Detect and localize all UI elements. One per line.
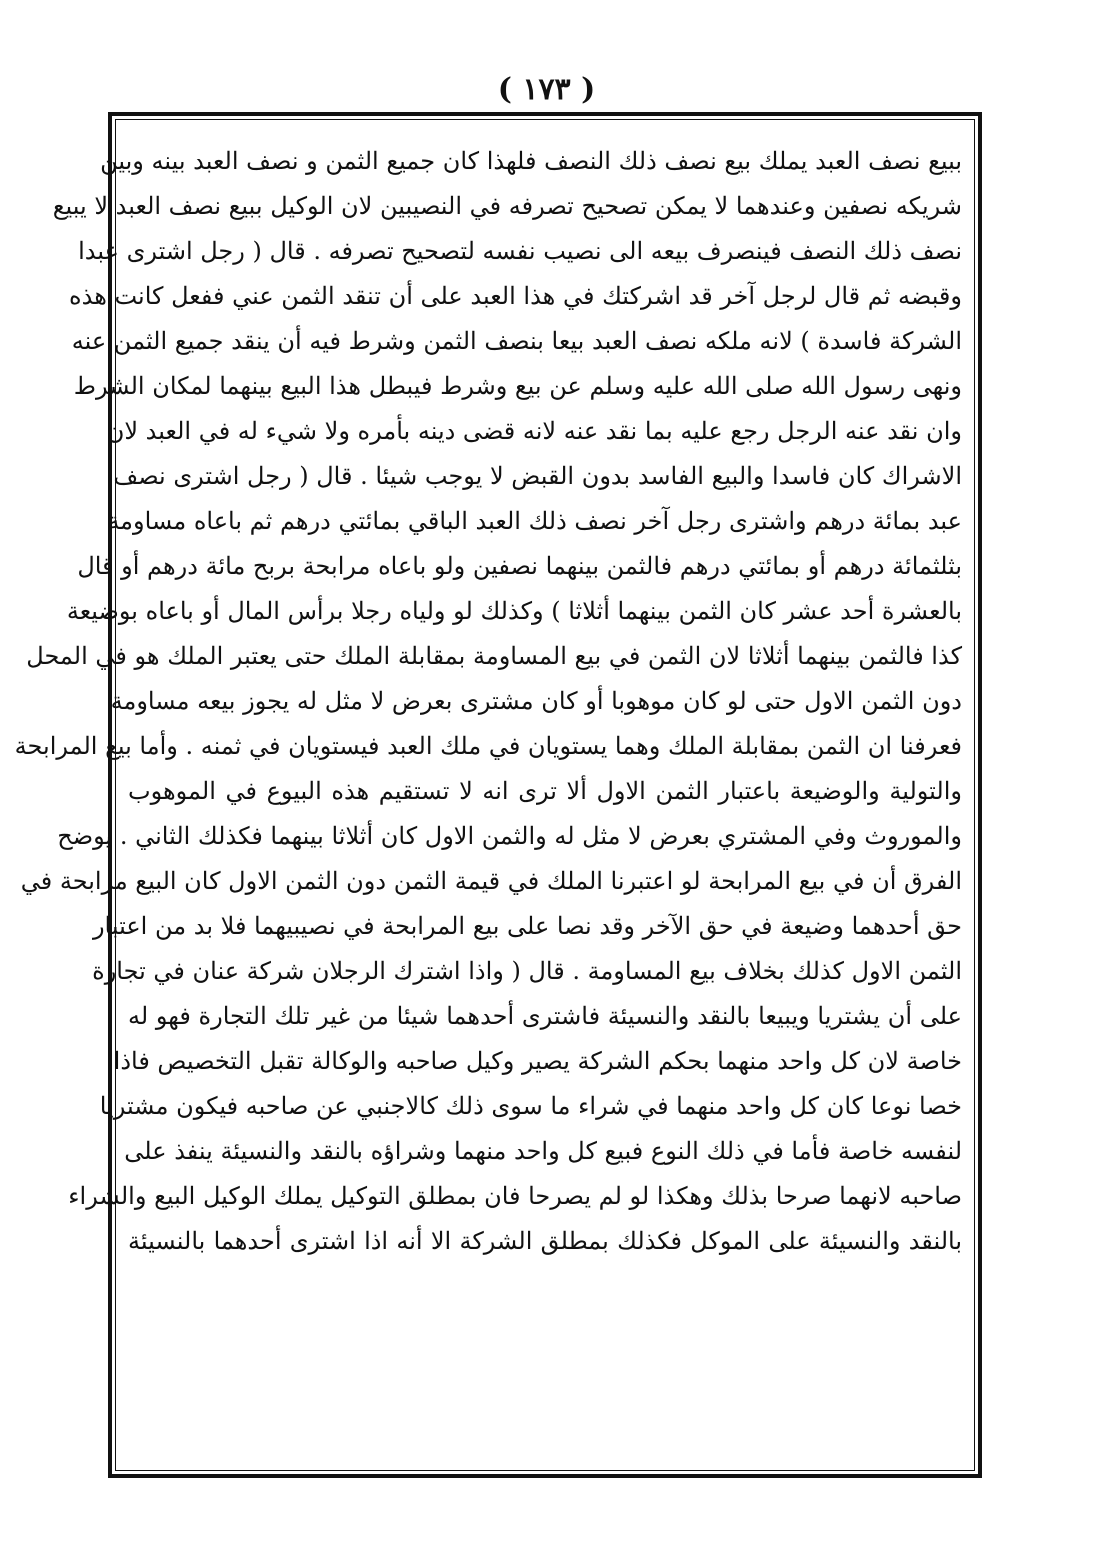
text-line: الاشراك كان فاسدا والبيع الفاسد بدون القبض لا يوجب شيئا . قال ( رجل اشترى نصف	[113, 462, 962, 490]
text-line: بالنقد والنسيئة على الموكل فكذلك بمطلق الشركة الا أنه اذا اشترى أحدهما بالنسيئة	[128, 1227, 962, 1255]
text-line: خصا نوعا كان كل واحد منهما في شراء ما سوى ذلك كالاجنبي عن صاحبه فيكون مشتريا	[99, 1092, 962, 1120]
text-line: وقبضه ثم قال لرجل آخر قد اشركتك في هذا العبد على أن تنقد الثمن عني ففعل كانت هذه	[69, 282, 962, 310]
text-line: لنفسه خاصة فأما في ذلك النوع فبيع كل واحد منهما وشراؤه بالنقد والنسيئة ينفذ على	[124, 1137, 962, 1165]
text-line: ببيع نصف العبد يملك بيع نصف ذلك النصف فلهذا كان جميع الثمن و نصف العبد بينه وبين	[100, 147, 962, 175]
text-line: بثلثمائة درهم أو بمائتي درهم فالثمن بينهما نصفين ولو باعاه مرابحة بربح مائة درهم أو قال	[77, 552, 962, 580]
text-line: الثمن الاول كذلك بخلاف بيع المساومة . قال ( واذا اشترك الرجلان شركة عنان في تجارة	[92, 957, 962, 985]
text-line: حق أحدهما وضيعة في حق الآخر وقد نصا على بيع المرابحة في نصيبيهما فلا بد من اعتبار	[92, 912, 962, 940]
text-line: عبد بمائة درهم واشترى رجل آخر نصف ذلك العبد الباقي بمائتي درهم ثم باعاه مساومة	[107, 507, 962, 535]
text-line: وان نقد عنه الرجل رجع عليه بما نقد عنه لانه قضى دينه بأمره ولا شيء له في العبد لان	[106, 417, 962, 445]
text-line: الفرق أن في بيع المرابحة لو اعتبرنا الملك في قيمة الثمن دون الثمن الاول كان البيع مرابحة في	[20, 867, 962, 895]
text-line: والموروث وفي المشتري بعرض لا مثل له والثمن الاول كان أثلاثا بينهما فكذلك الثاني . يوضح	[57, 822, 962, 850]
text-line: كذا فالثمن بينهما أثلاثا لان الثمن في بيع المساومة بمقابلة الملك حتى يعتبر الملك هو في المحل	[26, 642, 962, 670]
text-line: خاصة لان كل واحد منهما بحكم الشركة يصير وكيل صاحبه والوكالة تقبل التخصيص فاذا	[113, 1047, 962, 1075]
text-line: الشركة فاسدة ) لانه ملكه نصف العبد بيعا بنصف الثمن وشرط فيه أن ينقد جميع الثمن عنه	[71, 327, 962, 355]
text-line: دون الثمن الاول حتى لو كان موهوبا أو كان مشترى بعرض لا مثل له يجوز بيعه مساومة	[110, 687, 962, 715]
text-line: شريكه نصفين وعندهما لا يمكن تصحيح تصرفه في النصيبين لان الوكيل ببيع نصف العبد لا يبيع	[52, 192, 962, 220]
text-line: فعرفنا ان الثمن بمقابلة الملك وهما يستويان في ملك العبد فيستويان في ثمنه . وأما بيع المرابحة	[14, 732, 962, 760]
text-line: والتولية والوضيعة باعتبار الثمن الاول ألا ترى انه لا تستقيم هذه البيوع في الموهوب	[128, 777, 962, 805]
text-line: ونهى رسول الله صلى الله عليه وسلم عن بيع وشرط فيبطل هذا البيع بينهما لمكان الشرط	[73, 372, 962, 400]
text-line: بالعشرة أحد عشر كان الثمن بينهما أثلاثا ) وكذلك لو ولياه رجلا برأس المال أو باعاه بوضيعة	[66, 597, 962, 625]
text-line: على أن يشتريا ويبيعا بالنقد والنسيئة فاشترى أحدهما شيئا من غير تلك التجارة فهو له	[128, 1002, 962, 1030]
page-number: ( ١٧٣ )	[497, 72, 596, 107]
text-line: نصف ذلك النصف فينصرف بيعه الى نصيب نفسه لتصحيح تصرفه . قال ( رجل اشترى عبدا	[78, 237, 962, 265]
text-line: صاحبه لانهما صرحا بذلك وهكذا لو لم يصرحا فان بمطلق التوكيل يملك الوكيل البيع والشراء	[68, 1182, 962, 1210]
text-body	[14, 139, 962, 1264]
